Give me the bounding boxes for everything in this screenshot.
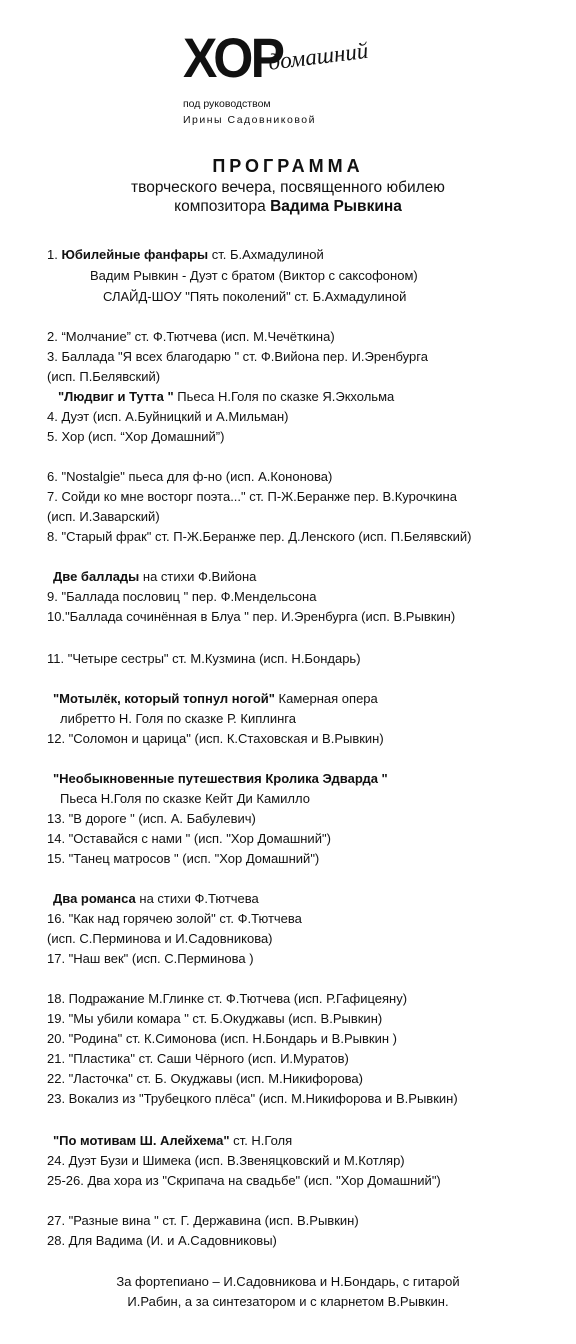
program-section-heading: Две баллады на стихи Ф.Вийона: [53, 569, 257, 584]
program-line: 1. Юбилейные фанфары ст. Б.Ахмадулиной: [47, 247, 324, 262]
program-line: (исп. П.Белявский): [47, 369, 161, 384]
program-line: 8. "Старый фрак" ст. П-Ж.Беранже пер. Д.Ленского (исп. П.Белявский): [47, 529, 472, 544]
program-section-heading: "По мотивам Ш. Алейхема" ст. Н.Голя: [53, 1133, 293, 1148]
page-subtitle-2: [0, 197, 576, 216]
program-section-heading: "Необыкновенные путешествия Кролика Эдварда ": [53, 771, 388, 786]
program-section-heading: "Людвиг и Тутта " Пьеса Н.Голя по сказке Я.Экхольма: [58, 389, 395, 404]
program-line: 21. "Пластика" ст. Саши Чёрного (исп. И.Муратов): [47, 1051, 349, 1066]
program-line: 7. Сойди ко мне восторг поэта..." ст. П-Ж.Беранже пер. В.Курочкина: [47, 489, 457, 504]
program-line: 27. "Разные вина " ст. Г. Державина (исп. В.Рывкин): [47, 1213, 359, 1228]
program-line: 2. “Молчание” ст. Ф.Тютчева (исп. М.Чечёткина): [47, 329, 335, 344]
program-section-heading: Два романса на стихи Ф.Тютчева: [53, 891, 259, 906]
subtitle-prefix: композитора: [174, 198, 271, 215]
program-line: 25-26. Два хора из "Скрипача на свадьбе" (исп. "Хор Домашний"): [47, 1173, 441, 1188]
program-line: 11. "Четыре сестры" ст. М.Кузмина (исп. Н.Бондарь): [47, 651, 361, 666]
program-line: 15. "Танец матросов " (исп. "Хор Домашний"): [47, 851, 320, 866]
logo-director-caption: под руководством: [183, 98, 271, 110]
program-line: 9. "Баллада пословиц " пер. Ф.Мендельсона: [47, 589, 317, 604]
program-line: 18. Подражание М.Глинке ст. Ф.Тютчева (исп. Р.Гафицеяну): [47, 991, 408, 1006]
program-line: Пьеса Н.Голя по сказке Кейт Ди Камилло: [60, 791, 310, 806]
logo-main-text: ХОР: [183, 26, 283, 89]
program-line: (исп. С.Перминова и И.Садовникова): [47, 931, 273, 946]
composer-name: Вадима Рывкина: [270, 198, 402, 215]
choir-logo: [183, 26, 423, 130]
program-line: либретто Н. Голя по сказке Р. Киплинга: [60, 711, 296, 726]
program-line: Вадим Рывкин - Дуэт с братом (Виктор с саксофоном): [90, 268, 418, 283]
program-line: 10."Баллада сочинённая в Блуа " пер. И.Эренбурга (исп. В.Рывкин): [47, 609, 456, 624]
program-line: 12. "Соломон и царица" (исп. К.Стаховская и В.Рывкин): [47, 731, 384, 746]
program-line: 3. Баллада "Я всех благодарю " ст. Ф.Вийона пер. И.Эренбурга: [47, 349, 428, 364]
program-section-heading: "Мотылёк, который топнул ногой" Камерная опера: [53, 691, 378, 706]
program-line: 23. Вокализ из "Трубецкого плёса" (исп. М.Никифорова и В.Рывкин): [47, 1091, 458, 1106]
program-line: 16. "Как над горячею золой" ст. Ф.Тютчева: [47, 911, 302, 926]
footer-line-1: За фортепиано – И.Садовникова и Н.Бондарь, с гитарой: [116, 1274, 460, 1289]
program-line: 20. "Родина" ст. К.Симонова (исп. Н.Бондарь и В.Рывкин ): [47, 1031, 397, 1046]
program-line: 13. "В дороге " (исп. А. Бабулевич): [47, 811, 256, 826]
program-line: 17. "Наш век" (исп. С.Перминова ): [47, 951, 254, 966]
program-line: 28. Для Вадима (И. и А.Садовниковы): [47, 1233, 277, 1248]
program-line: 4. Дуэт (исп. А.Буйницкий и А.Мильман): [47, 409, 289, 424]
program-line: 5. Хор (исп. “Хор Домашний”): [47, 429, 225, 444]
logo-sub-text: домашний: [267, 37, 370, 75]
page-title: ПРОГРАММА: [212, 156, 364, 176]
program-line: 24. Дуэт Бузи и Шимека (исп. В.Звеняцковский и М.Котляр): [47, 1153, 405, 1168]
program-line: 6. "Nostalgie" пьеса для ф-но (исп. А.Кононова): [47, 469, 333, 484]
program-line: 22. "Ласточка" ст. Б. Окуджавы (исп. М.Никифорова): [47, 1071, 363, 1086]
program-line: 19. "Мы убили комара " ст. Б.Окуджавы (исп. В.Рывкин): [47, 1011, 383, 1026]
program-line: 14. "Оставайся с нами " (исп. "Хор Домашний"): [47, 831, 331, 846]
program-line: СЛАЙД-ШОУ "Пять поколений" ст. Б.Ахмадулиной: [103, 289, 407, 304]
footer-line-2: И.Рабин, а за синтезатором и с кларнетом В.Рывкин.: [127, 1294, 449, 1309]
page-subtitle-1: творческого вечера, посвященного юбилею: [131, 179, 445, 196]
logo-director-name: Ирины Садовниковой: [183, 114, 316, 126]
program-line: (исп. И.Заварский): [47, 509, 160, 524]
